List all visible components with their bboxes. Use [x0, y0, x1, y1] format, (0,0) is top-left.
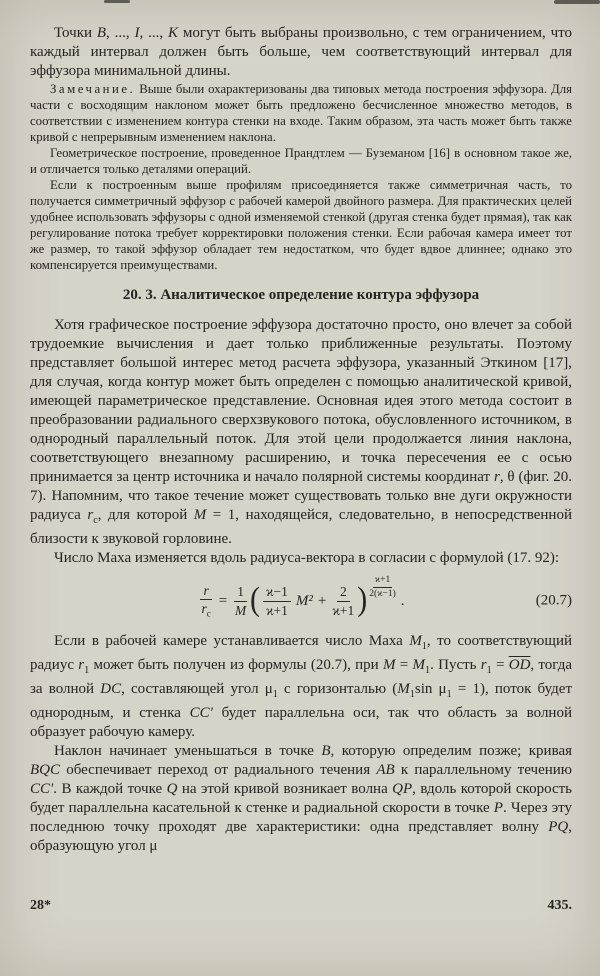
lhs-fraction — [200, 583, 211, 619]
paragraph-mach-number: Число Маха изменяется вдоль радиуса-вектора в согласии с формулой (17. 92): — [54, 550, 560, 566]
equals-sign: = — [218, 592, 228, 609]
kappa-frac1-numerator: ϰ−1 — [263, 584, 291, 601]
paragraph-incline: Наклон начинает уменьшаться в точке B, которую определим позже; кривая BQC обеспечивает переход от радиального течения AB к параллельному течению CC′. В каждой точке Q на этой кривой возникает волна QP, вдоль которой скорость будет параллельна касательной к стенке и радиальной скорости в точке P. Через эту последнюю точку проходят две характеристики: одна представляет волну PQ, образующую угол μ — [30, 743, 573, 854]
kappa-frac2-numerator: 2 — [337, 584, 350, 601]
signature-mark: 28* — [30, 898, 51, 913]
kappa-frac2-denominator: ϰ+1 — [332, 602, 355, 618]
lhs-denominator-subscript: c — [206, 608, 211, 619]
formula-period: . — [400, 592, 405, 609]
scan-artifact — [554, 0, 600, 4]
exponent-fraction — [369, 575, 396, 599]
equation-body — [197, 575, 405, 619]
paragraph-working-chamber: Если в рабочей камере устанавливается число Маха $M_1$, то соответствующий радиус $r_1$ может быть получен из формулы (20.7), при $M = M_1$. Пусть $r_1 = \overline{OD}$, тогда за волной DC, составляющей угол $\mu_1$ с горизонталью ($M_1\sin$ $\mu_1 = 1$), поток будет однородным, и стенка CC′ будет параллельна оси, так что область за волной образует рабочую камеру. — [30, 633, 572, 740]
plus-sign: + — [317, 592, 327, 609]
open-paren: ( — [249, 580, 260, 618]
exponent-numerator: ϰ+1 — [373, 575, 392, 587]
remark-paragraph-1 — [30, 81, 572, 145]
remark-paragraph-3: Если к построенным выше профилям присоединяется также симметричная часть, то получается симметричный эффузор с рабочей камерой двойного размера. Для практических целей удобнее использовать эффузоры с одной изменяемой стенкой (другая стенка будет прямая), так как регулирование потока требует корректировки положения стенки. Если рабочая камера имеет тот же размер, то такой эффузор обладает тем недостатком, что будет вдвое длиннее; однако это компенсируется преимуществами. — [30, 178, 572, 272]
close-paren: ) — [357, 580, 368, 618]
page-number: 435. — [547, 898, 572, 913]
exponent-denominator: 2(ϰ−1) — [369, 588, 396, 599]
mach-squared: M² — [295, 592, 313, 609]
coef-denominator: M — [234, 602, 247, 618]
page-footer — [30, 898, 572, 914]
coef-numerator: 1 — [234, 584, 247, 601]
section-heading: 20. 3. Аналитическое определение контура эффузора — [122, 287, 480, 303]
equation-20-7-block — [30, 575, 572, 624]
paragraph-analytic-method: Хотя графическое построение эффузора достаточно просто, оно влечет за собой трудоемкие вычисления и дает только приближенные результаты. Поэтому представляет большой интерес метод расчета эффузора, указанный Эткином [17], для случая, когда контур может быть определен с помощью аналитической кривой, имеющей параметрическое представление. Основная идея этого метода состоит в преобразовании радиального сверхзвукового потока, обусловленного источником, в однородный параллельный поток. Для этой цели продолжается линия наклона, соответствующего внезапному расширению, и точка пересечения ее с осью принимается за центр источника и начало полярной системы координат r, θ (фиг. 20. 7). Напомним, что такое течение может существовать только вне дуги окружности радиуса $r_c$, для которой M = 1, находящейся, следовательно, в непосредственной близости к звуковой горловине. — [30, 317, 573, 547]
kappa-frac1-denominator: ϰ+1 — [265, 602, 288, 618]
remark-text-1: Выше были охарактеризованы два типовых метода построения эффузора. Для части с восходящим наклоном может быть предложено бесчисленное множество методов, в соответствии с изменением контура стенки на входе. Таким образом, эта часть может быть также кривой с непрерывным изменением наклона. — [30, 82, 573, 144]
coefficient-fraction — [234, 584, 247, 617]
scan-artifact — [104, 0, 130, 3]
equation-number: (20.7) — [535, 592, 572, 609]
lhs-numerator: r — [203, 583, 209, 599]
kappa-fraction-2 — [332, 584, 354, 617]
kappa-fraction-1 — [263, 584, 291, 617]
lhs-denominator: r — [201, 601, 207, 617]
remark-paragraph-2: Геометрическое построение, проведенное Прандтлем — Буземаном [16] в основном такое же, и отличается только деталями операций. — [30, 146, 572, 176]
remark-label: Замечание. — [50, 82, 136, 96]
paragraph-points: Точки B, ..., I, ..., K могут быть выбраны произвольно, с тем ограничением, что каждый интервал должен быть больше, чем соответствующий интервал для эффузора минимальной длины. — [30, 25, 573, 79]
